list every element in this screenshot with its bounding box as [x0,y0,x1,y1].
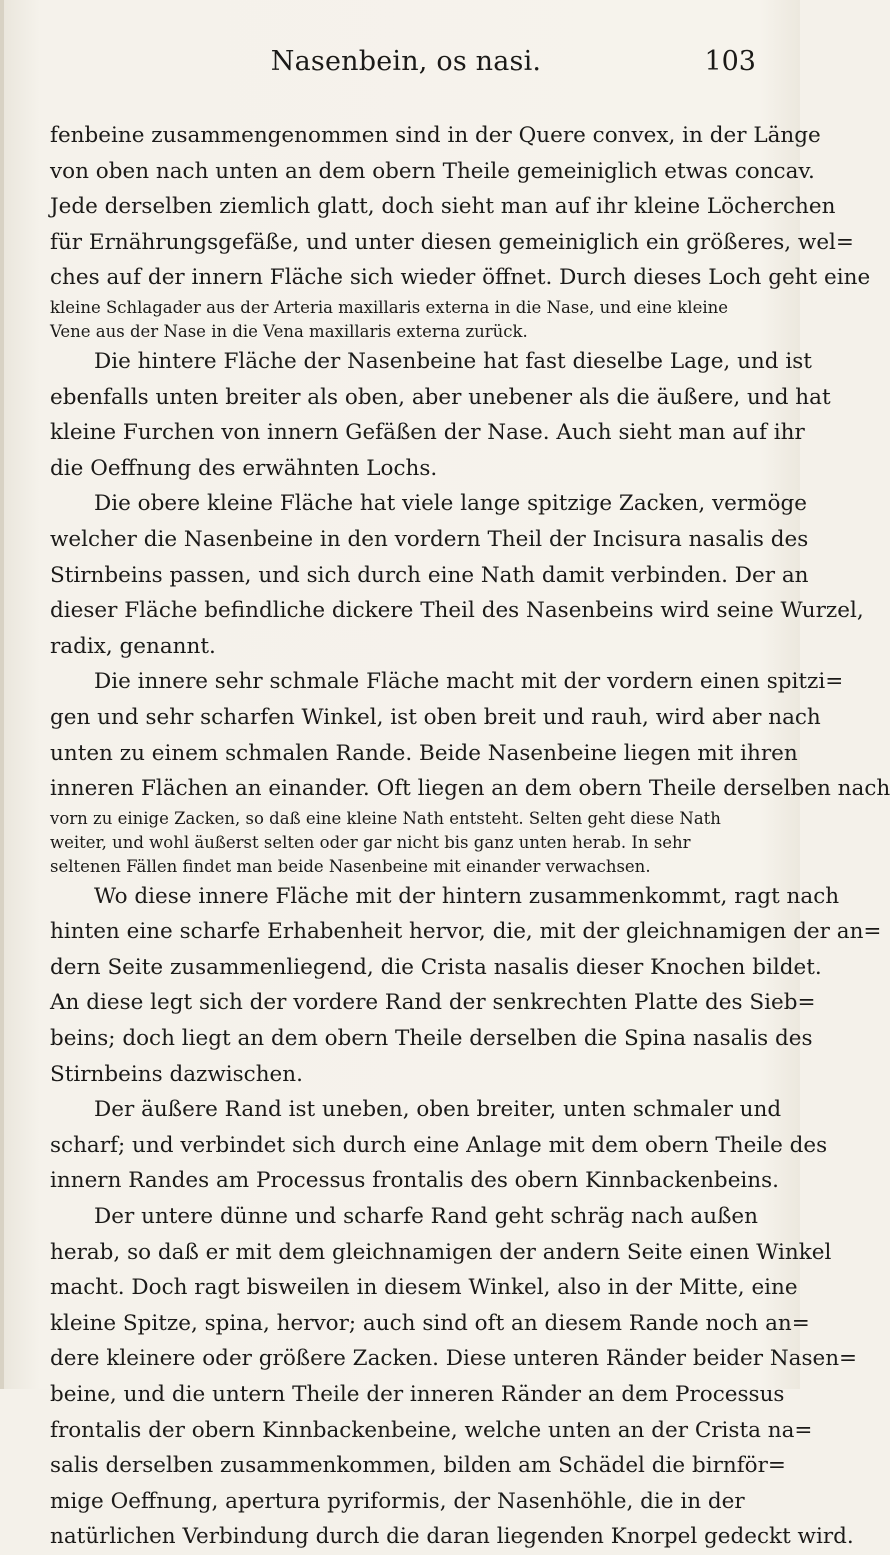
text-line: Stirnbeins dazwischen. [50,1061,303,1087]
text-line: Jede derselben ziemlich glatt, doch sieht man auf ihr kleine Löcherchen [50,194,836,220]
text-line: dere kleinere oder größere Zacken. Diese unteren Ränder beider Nasen= [50,1346,858,1372]
text-line: gen und sehr scharfen Winkel, ist oben breit und rauh, wird aber nach [50,704,821,730]
text-line: kleine Spitze, spina, hervor; auch sind oft an diesem Rande noch an= [50,1310,810,1336]
text-line: inneren Flächen an einander. Oft liegen an dem obern Theile derselben nach [50,776,890,802]
text-line: Stirnbeins passen, und sich durch eine Nath damit verbinden. Der an [50,562,809,588]
text-line: hinten eine scharfe Erhabenheit hervor, die, mit der gleichnamigen der an= [50,919,882,945]
text-line: frontalis der obern Kinnbackenbeine, welche unten an der Crista na= [50,1417,813,1443]
footnote-line: weiter, und wohl äußerst selten oder gar nicht bis ganz unten herab. In sehr [50,832,691,852]
text-line: scharf; und verbindet sich durch eine Anlage mit dem obern Theile des [50,1132,828,1158]
footnote-line: Vene aus der Nase in die Vena maxillaris externa zurück. [50,321,528,341]
running-title: Nasenbein, os nasi. [270,46,542,77]
text-line: von oben nach unten an dem obern Theile gemeiniglich etwas concav. [50,158,815,184]
footnote-line: seltenen Fällen findet man beide Nasenbeine mit einander verwachsen. [50,856,651,876]
text-line: natürlichen Verbindung durch die daran liegenden Knorpel gedeckt wird. [50,1524,854,1550]
page-number: 103 [704,46,756,77]
text-line: Der untere dünne und scharfe Rand geht schräg nach außen [94,1204,759,1230]
text-line: Die innere sehr schmale Fläche macht mit der vordern einen spitzi= [94,669,844,695]
page-binding-edge [0,0,4,1389]
text-line: radix, genannt. [50,633,216,659]
text-line: macht. Doch ragt bisweilen in diesem Winkel, also in der Mitte, eine [50,1275,798,1301]
text-line: Die obere kleine Fläche hat viele lange spitzige Zacken, vermöge [94,491,807,517]
text-line: ches auf der innern Fläche sich wieder öffnet. Durch dieses Loch geht eine [50,265,871,291]
page-header [56,46,756,86]
text-line: Der äußere Rand ist uneben, oben breiter, unten schmaler und [94,1097,782,1123]
text-line: beins; doch liegt an dem obern Theile derselben die Spina nasalis des [50,1026,813,1052]
text-line: kleine Furchen von innern Gefäßen der Nase. Auch sieht man auf ihr [50,420,805,446]
body-text [50,118,890,1555]
text-line: unten zu einem schmalen Rande. Beide Nasenbeine liegen mit ihren [50,740,798,766]
text-line: welcher die Nasenbeine in den vordern Theil der Incisura nasalis des [50,526,809,552]
text-line: salis derselben zusammenkommen, bilden am Schädel die birnför= [50,1453,786,1479]
text-line: An diese legt sich der vordere Rand der senkrechten Platte des Sieb= [50,990,816,1016]
text-line: für Ernährungsgefäße, und unter diesen gemeiniglich ein größeres, wel= [50,229,854,255]
text-line: innern Randes am Processus frontalis des obern Kinnbackenbeins. [50,1168,780,1194]
text-line: dieser Fläche befindliche dickere Theil des Nasenbeins wird seine Wurzel, [50,598,864,624]
text-line: fenbeine zusammengenommen sind in der Quere convex, in der Länge [50,123,821,148]
text-line: ebenfalls unten breiter als oben, aber unebener als die äußere, und hat [50,384,831,410]
text-line: Die hintere Fläche der Nasenbeine hat fast dieselbe Lage, und ist [94,348,812,374]
text-line: herab, so daß er mit dem gleichnamigen der andern Seite einen Winkel [50,1239,832,1265]
text-line: die Oeffnung des erwähnten Lochs. [50,455,438,481]
text-line: dern Seite zusammenliegend, die Crista nasalis dieser Knochen bildet. [50,954,822,980]
text-line: Wo diese innere Fläche mit der hintern zusammenkommt, ragt nach [94,883,840,909]
footnote-line: kleine Schlagader aus der Arteria maxillaris externa in die Nase, und eine kleine [50,297,729,317]
text-line: mige Oeffnung, apertura pyriformis, der Nasenhöhle, die in der [50,1488,745,1514]
footnote-line: vorn zu einige Zacken, so daß eine kleine Nath entsteht. Selten geht diese Nath [50,808,721,828]
text-line: beine, und die untern Theile der inneren Ränder an dem Processus [50,1382,785,1407]
